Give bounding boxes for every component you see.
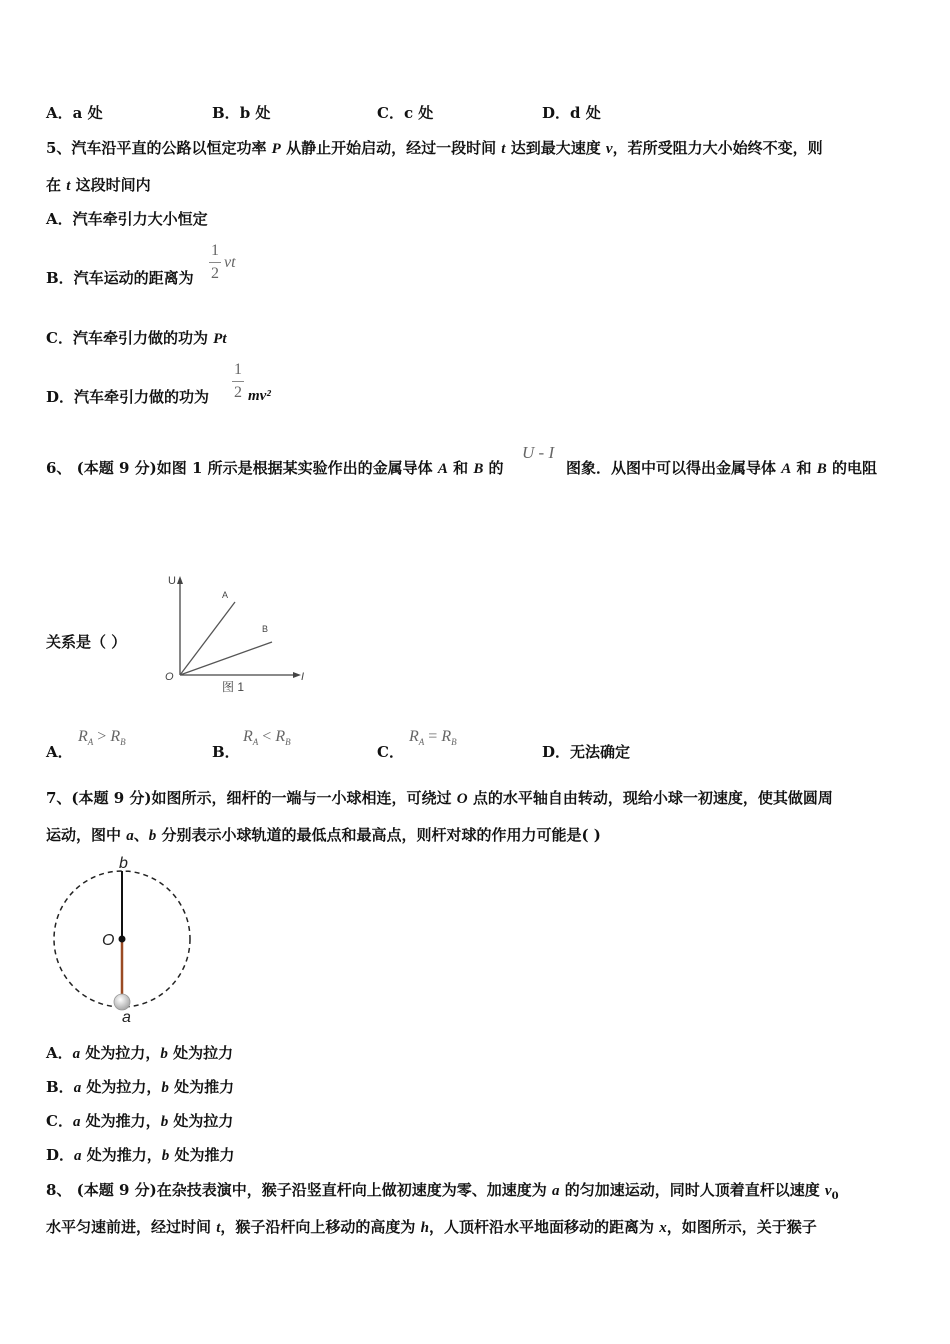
- q6-option-b-letter[interactable]: B．: [212, 743, 240, 761]
- q6-graph-line-a: [180, 602, 235, 675]
- q6-graph-x-label: I: [301, 671, 305, 683]
- q6-option-a-expr: $R_A > R_B$: [78, 728, 126, 748]
- q5-option-b-fraction: 1 2: [211, 242, 219, 282]
- q5-option-b-vt: vt: [224, 254, 236, 271]
- q7-ball: [114, 994, 130, 1010]
- q6-ui-graph: [160, 570, 320, 700]
- q5-option-d[interactable]: D．汽车牵引力做的功为: [46, 388, 210, 406]
- q4-option-b[interactable]: B．b 处: [212, 104, 271, 122]
- q7-circle-figure: [46, 852, 206, 1027]
- q8-stem-line2: 水平匀速前进，经过时间 t，猴子沿杆向上移动的高度为 h，人顶杆沿水平地面移动的距离为 x，如图所示，关于猴子: [46, 1218, 817, 1236]
- q6-graph-caption: 图 1: [222, 680, 245, 694]
- q7-label-o: O: [102, 932, 115, 949]
- q6-option-b-expr: $R_A < R_B$: [243, 728, 291, 748]
- q6-graph-label-a: A: [222, 590, 229, 600]
- q6-graph-label-b: B: [262, 624, 269, 634]
- q6-graph-y-arrow-icon: [177, 576, 183, 584]
- q6-option-d[interactable]: D．无法确定: [542, 743, 631, 761]
- q6-stem-line1a: 6、 (本题 9 分)如图 1 所示是根据某实验作出的金属导体 A 和 B 的: [46, 459, 504, 477]
- q7-stem-line1: 7、(本题 9 分)如图所示，细杆的一端与一小球相连，可绕过 O 点的水平轴自由转动，现给小球一初速度，使其做圆周: [46, 789, 833, 807]
- q6-option-c-letter[interactable]: C．: [377, 743, 404, 761]
- q6-stem-line2: 关系是（ ）: [46, 633, 127, 651]
- q4-option-d[interactable]: D．d 处: [542, 104, 601, 122]
- q4-option-a[interactable]: A．a 处: [46, 104, 103, 122]
- q5-stem-line1: 5、汽车沿平直的公路以恒定功率 P 从静止开始启动，经过一段时间 t 达到最大速度 v，若所受阻力大小始终不变，则: [46, 139, 823, 157]
- q7-label-a: a: [122, 1009, 131, 1026]
- q7-stem-line2: 运动，图中 a、b 分别表示小球轨道的最低点和最高点，则杆对球的作用力可能是( ): [46, 826, 601, 844]
- q5-option-d-mv2: mv²: [248, 388, 271, 404]
- q7-option-a[interactable]: A．a 处为拉力，b 处为拉力: [46, 1044, 234, 1062]
- q5-option-b[interactable]: B．汽车运动的距离为: [46, 269, 194, 287]
- q7-option-b[interactable]: B．a 处为拉力，b 处为推力: [46, 1078, 235, 1096]
- q7-option-c[interactable]: C．a 处为推力，b 处为拉力: [46, 1112, 234, 1130]
- q5-option-c[interactable]: C．汽车牵引力做的功为 Pt: [46, 329, 227, 347]
- q6-graph-line-b: [180, 642, 272, 675]
- q6-stem-line1b: 图象．从图中可以得出金属导体 A 和 B 的电阻: [566, 459, 877, 477]
- q6-graph-y-label: U: [168, 575, 176, 587]
- q5-option-d-fraction: 1 2: [234, 361, 242, 401]
- q5-option-a[interactable]: A．汽车牵引力大小恒定: [46, 210, 208, 228]
- q7-pivot: [119, 936, 126, 943]
- q6-ui-label: U - I: [522, 443, 555, 462]
- q8-stem-line1: 8、 (本题 9 分)在杂技表演中，猴子沿竖直杆向上做初速度为零、加速度为 a 的匀加速运动，同时人顶着直杆以速度 $v_0$: [46, 1181, 839, 1202]
- q4-option-c[interactable]: C．c 处: [377, 104, 434, 122]
- q5-stem-line2: 在 t 这段时间内: [46, 176, 151, 194]
- q6-graph-origin: O: [165, 671, 174, 683]
- q6-graph-x-arrow-icon: [293, 672, 301, 678]
- q6-option-c-expr: $R_A = R_B$: [409, 728, 457, 748]
- q7-label-b: b: [119, 855, 128, 872]
- q7-option-d[interactable]: D．a 处为推力，b 处为推力: [46, 1146, 235, 1164]
- q6-option-a-letter[interactable]: A．: [46, 743, 73, 761]
